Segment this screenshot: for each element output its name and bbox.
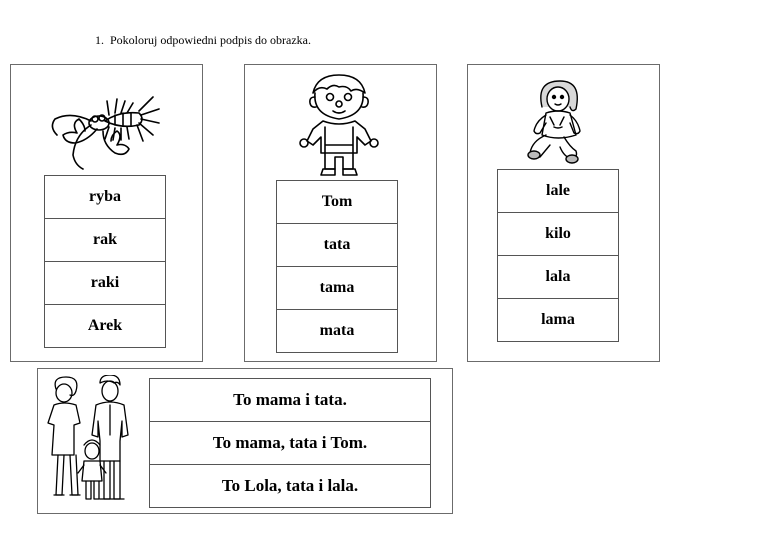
option-cell[interactable]: raki [45,262,166,305]
option-cell[interactable]: tama [277,267,398,310]
options-table-doll [497,169,619,342]
sentences-table-family [149,378,431,508]
boy-drawing [297,71,381,181]
exercise-instruction [95,33,311,48]
option-cell[interactable]: tata [277,224,398,267]
family-drawing [42,375,134,509]
option-cell[interactable]: lale [498,170,619,213]
option-cell[interactable]: mata [277,310,398,353]
option-cell[interactable]: lama [498,299,619,342]
doll-drawing [524,77,588,167]
option-cell[interactable]: lala [498,256,619,299]
option-cell[interactable]: Tom [277,181,398,224]
options-table-lobster [44,175,166,348]
option-cell[interactable]: rak [45,219,166,262]
sentence-option-cell[interactable]: To mama, tata i Tom. [150,422,431,465]
sentence-option-cell[interactable]: To Lola, tata i lala. [150,465,431,508]
panel-doll [467,64,660,362]
option-cell[interactable]: ryba [45,176,166,219]
option-cell[interactable]: kilo [498,213,619,256]
panel-boy [244,64,437,362]
options-table-boy [276,180,398,353]
exercise-text: Pokoloruj odpowiedni podpis do obrazka. [110,33,311,47]
lobster-drawing [47,81,163,173]
sentence-option-cell[interactable]: To mama i tata. [150,379,431,422]
panel-lobster [10,64,203,362]
panel-family [37,368,453,514]
exercise-number: 1. [95,33,104,47]
option-cell[interactable]: Arek [45,305,166,348]
